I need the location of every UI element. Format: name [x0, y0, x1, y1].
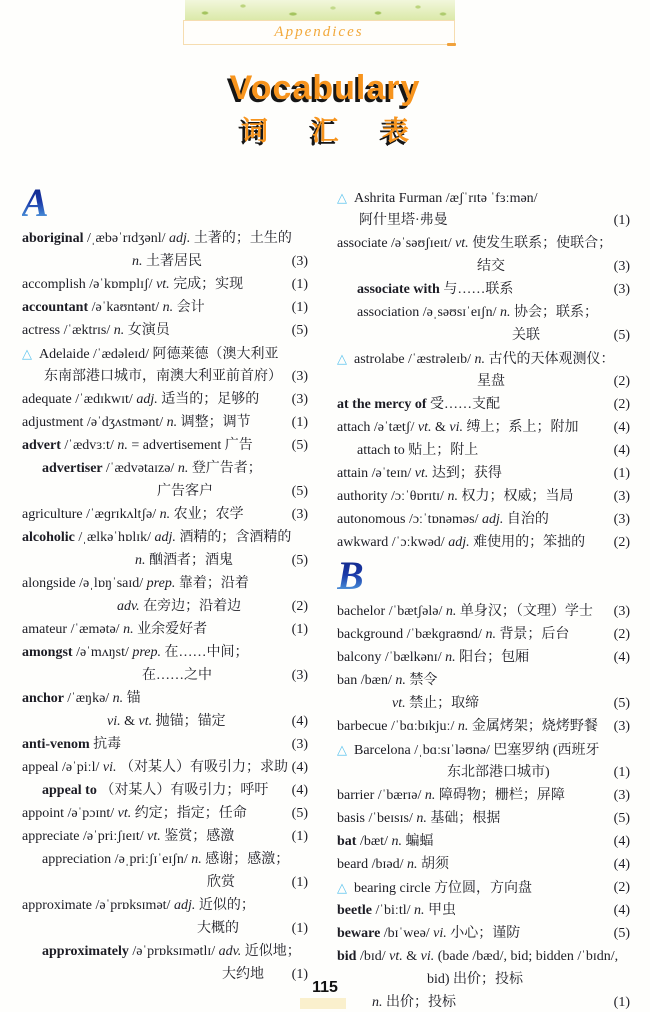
entry-line	[22, 940, 308, 963]
entry-line	[337, 439, 630, 462]
entry-text: adv. 在旁边；沿着边	[117, 599, 242, 614]
entry-line	[337, 738, 630, 761]
entry-line	[22, 549, 308, 572]
unit-number: (1)	[611, 209, 630, 232]
entry-text: appeal /əˈpiːl/ vi. （对某人）有吸引力；求助	[22, 760, 288, 775]
entry-text: accountant /əˈkaʊntənt/ n. 会计	[22, 300, 205, 315]
unit-number: (2)	[611, 531, 630, 554]
entry-text: advertiser /ˈædvətaɪzə/ n. 登广告者；	[42, 461, 262, 476]
entry-text: anti-venom 抗毒	[22, 737, 122, 752]
entry-text: appreciate /əˈpriːʃɪeɪt/ vt. 鉴赏；感激	[22, 829, 235, 844]
entry-text: △ Ashrita Furman /æʃˈrɪtə ˈfɜːmən/	[337, 190, 538, 206]
entry-text: bat /bæt/ n. 蝙蝠	[337, 834, 434, 849]
unit-number: (5)	[289, 434, 308, 457]
entry-line	[22, 779, 308, 802]
entry-text: n. 出价；投标	[372, 995, 456, 1010]
entry-line	[22, 917, 308, 940]
unit-number: (2)	[611, 876, 630, 899]
unit-number: (4)	[611, 830, 630, 853]
triangle-icon: △	[337, 742, 347, 757]
entry-line	[22, 687, 308, 710]
entry-line	[337, 393, 630, 416]
entry-text: vi. & vt. 抛锚；锚定	[107, 714, 226, 729]
unit-number: (5)	[611, 692, 630, 715]
unit-number: (4)	[289, 710, 308, 733]
entry-line	[22, 342, 308, 365]
entry-text: △ astrolabe /ˈæstrəleɪb/ n. 古代的天体观测仪：	[337, 351, 615, 367]
entry-line	[337, 301, 630, 324]
entry-text: bid) 出价；投标	[427, 972, 524, 987]
entry-line	[337, 876, 630, 899]
entry-line	[337, 186, 630, 209]
entry-line	[337, 853, 630, 876]
entry-line	[337, 255, 630, 278]
entry-text: alongside /əˌlɒŋˈsaɪd/ prep. 靠着；沿着	[22, 576, 249, 591]
entry-line	[337, 899, 630, 922]
unit-number: (1)	[289, 917, 308, 940]
entry-text: △ bearing circle 方位圆，方向盘	[337, 880, 533, 896]
vocab-column-left	[22, 181, 308, 986]
triangle-icon: △	[22, 346, 32, 361]
entry-line	[337, 508, 630, 531]
entry-line	[337, 531, 630, 554]
entry-line	[22, 250, 308, 273]
entry-text: appoint /əˈpɔɪnt/ vt. 约定；指定；任命	[22, 806, 247, 821]
entry-line	[22, 434, 308, 457]
entry-text: awkward /ˈɔːkwəd/ adj. 难使用的；笨拙的	[337, 535, 586, 550]
entry-text: 结交	[477, 259, 505, 274]
entry-line	[22, 802, 308, 825]
unit-number: (1)	[289, 411, 308, 434]
unit-number: (3)	[611, 715, 630, 738]
section-letter-A: A	[22, 181, 72, 227]
entry-text: association /əˌsəʊsɪˈeɪʃn/ n. 协会；联系；	[357, 305, 598, 320]
entry-line	[22, 526, 308, 549]
entry-text: 东北部港口城市)	[447, 765, 550, 780]
entry-line	[22, 871, 308, 894]
entry-text: vt. 禁止；取缔	[392, 696, 480, 711]
entry-text: △ Barcelona /ˌbɑːsɪˈləʊnə/ 巴塞罗纳 (西班牙	[337, 742, 600, 758]
entry-line	[337, 830, 630, 853]
entry-text: △ Adelaide /ˈædəleɪd/ 阿德莱德（澳大利亚	[22, 346, 279, 362]
unit-number: (5)	[611, 807, 630, 830]
entry-text: amongst /əˈmʌŋst/ prep. 在……中间；	[22, 645, 249, 660]
entry-line	[337, 347, 630, 370]
entry-text: n. 酗酒者；酒鬼	[135, 553, 233, 568]
unit-number: (1)	[611, 462, 630, 485]
entry-line	[22, 457, 308, 480]
entry-line	[22, 503, 308, 526]
entry-line	[337, 922, 630, 945]
triangle-icon: △	[337, 190, 347, 205]
entry-text: bachelor /ˈbætʃələ/ n. 单身汉；（文理）学士	[337, 604, 593, 619]
entry-line	[337, 623, 630, 646]
entry-text: authority /ɔːˈθɒrɪtɪ/ n. 权力；权威；当局	[337, 489, 574, 504]
entry-line	[22, 227, 308, 250]
entry-text: 阿什里塔·弗曼	[359, 213, 448, 228]
entry-text: 广告客户	[157, 484, 213, 499]
entry-text: adjustment /əˈdʒʌstmənt/ n. 调整；调节	[22, 415, 251, 430]
entry-text: associate /əˈsəʊʃɪeɪt/ vt. 使发生联系；使联合；	[337, 236, 613, 251]
entry-text: balcony /ˈbælkənɪ/ n. 阳台；包厢	[337, 650, 530, 665]
entry-line	[337, 600, 630, 623]
entry-line	[337, 370, 630, 393]
unit-number: (4)	[289, 756, 308, 779]
entry-line	[337, 416, 630, 439]
appendices-label: Appendices	[183, 20, 455, 45]
page-title-en: Vocabulary	[229, 69, 421, 107]
unit-number: (3)	[289, 733, 308, 756]
entry-text: 大约地	[222, 967, 264, 982]
entry-line	[22, 618, 308, 641]
unit-number: (3)	[611, 508, 630, 531]
unit-number: (1)	[289, 825, 308, 848]
unit-number: (2)	[611, 370, 630, 393]
entry-text: ban /bæn/ n. 禁令	[337, 673, 438, 688]
entry-line	[22, 411, 308, 434]
entry-line	[22, 710, 308, 733]
entry-text: background /ˈbækɡraʊnd/ n. 背景；后台	[337, 627, 570, 642]
entry-line	[22, 848, 308, 871]
unit-number: (3)	[611, 278, 630, 301]
unit-number: (5)	[289, 802, 308, 825]
entry-text: alcoholic /ˌælkəˈhɒlɪk/ adj. 酒精的；含酒精的	[22, 530, 292, 545]
entry-text: attach /əˈtætʃ/ vt. & vi. 缚上；系上；附加	[337, 420, 579, 435]
unit-number: (3)	[289, 664, 308, 687]
unit-number: (3)	[289, 388, 308, 411]
entry-text: bid /bɪd/ vt. & vi. (bade /bæd/, bid; bidden /ˈbɪdn/,	[337, 949, 619, 964]
entry-text: attach to 贴上；附上	[357, 443, 479, 458]
unit-number: (3)	[611, 255, 630, 278]
unit-number: (1)	[289, 871, 308, 894]
entry-line	[337, 462, 630, 485]
unit-number: (5)	[611, 922, 630, 945]
triangle-icon: △	[337, 880, 347, 895]
entry-line	[22, 388, 308, 411]
unit-number: (3)	[611, 600, 630, 623]
unit-number: (4)	[611, 439, 630, 462]
entry-text: 欣赏	[207, 875, 235, 890]
unit-number: (1)	[289, 618, 308, 641]
entry-line	[337, 945, 630, 968]
page-title-zh: 词 汇 表	[240, 116, 427, 146]
entry-line	[337, 324, 630, 347]
unit-number: (4)	[611, 646, 630, 669]
entry-line	[22, 365, 308, 388]
entry-text: basis /ˈbeɪsɪs/ n. 基础；根据	[337, 811, 501, 826]
unit-number: (1)	[289, 296, 308, 319]
entry-line	[22, 273, 308, 296]
entry-line	[337, 485, 630, 508]
entry-line	[22, 825, 308, 848]
entry-text: attain /əˈteɪn/ vt. 达到；获得	[337, 466, 502, 481]
entry-text: 大概的	[197, 921, 239, 936]
entry-line	[22, 894, 308, 917]
unit-number: (1)	[611, 761, 630, 784]
entry-line	[22, 733, 308, 756]
header-underline-mark	[447, 43, 456, 46]
entry-line	[22, 480, 308, 503]
vocab-column-right	[337, 186, 630, 1012]
entry-text: advert /ˈædvɜːt/ n. = advertisement 广告	[22, 438, 253, 453]
unit-number: (3)	[289, 250, 308, 273]
entry-line	[22, 319, 308, 342]
unit-number: (4)	[611, 853, 630, 876]
entry-text: actress /ˈæktrɪs/ n. 女演员	[22, 323, 170, 338]
entry-line	[22, 756, 308, 779]
unit-number: (2)	[611, 623, 630, 646]
entry-text: beard /bɪəd/ n. 胡须	[337, 857, 449, 872]
entry-text: n. 土著居民	[132, 254, 202, 269]
unit-number: (3)	[611, 784, 630, 807]
entry-line	[337, 715, 630, 738]
unit-number: (1)	[289, 963, 308, 986]
unit-number: (4)	[611, 899, 630, 922]
entry-text: beetle /ˈbiːtl/ n. 甲虫	[337, 903, 456, 918]
entry-text: 关联	[512, 328, 540, 343]
unit-number: (5)	[611, 324, 630, 347]
entry-text: aboriginal /ˌæbəˈrɪdʒənl/ adj. 土著的；土生的	[22, 231, 292, 246]
entry-line	[337, 761, 630, 784]
entry-text: agriculture /ˈæɡrɪkʌltʃə/ n. 农业；农学	[22, 507, 244, 522]
entry-text: approximate /əˈprɒksɪmət/ adj. 近似的；	[22, 898, 255, 913]
entry-line	[22, 296, 308, 319]
entry-text: accomplish /əˈkɒmplɪʃ/ vt. 完成；实现	[22, 277, 244, 292]
unit-number: (5)	[289, 480, 308, 503]
unit-number: (2)	[611, 393, 630, 416]
entry-line	[22, 664, 308, 687]
entry-text: approximately /əˈprɒksɪmətlɪ/ adv. 近似地；	[42, 944, 301, 959]
unit-number: (4)	[611, 416, 630, 439]
entry-line	[337, 692, 630, 715]
page-number: 115	[312, 979, 338, 996]
unit-number: (3)	[289, 365, 308, 388]
unit-number: (4)	[289, 779, 308, 802]
entry-text: anchor /ˈæŋkə/ n. 锚	[22, 691, 141, 706]
entry-line	[337, 278, 630, 301]
unit-number: (5)	[289, 549, 308, 572]
entry-line	[337, 669, 630, 692]
entry-text: adequate /ˈædɪkwɪt/ adj. 适当的；足够的	[22, 392, 260, 407]
unit-number: (1)	[289, 273, 308, 296]
entry-line	[337, 784, 630, 807]
entry-text: beware /bɪˈweə/ vi. 小心；谨防	[337, 926, 521, 941]
page-number-tab	[300, 998, 346, 1009]
entry-text: 在……之中	[142, 668, 212, 683]
unit-number: (5)	[289, 319, 308, 342]
unit-number: (3)	[289, 503, 308, 526]
entry-text: appreciation /əˌpriːʃɪˈeɪʃn/ n. 感谢；感激；	[42, 852, 290, 867]
section-letter-B: B	[337, 554, 387, 600]
entry-text: amateur /ˈæmətə/ n. 业余爱好者	[22, 622, 208, 637]
unit-number: (3)	[611, 485, 630, 508]
entry-text: barbecue /ˈbɑːbɪkjuː/ n. 金属烤架；烧烤野餐	[337, 719, 598, 734]
header-photo-band	[185, 0, 455, 20]
entry-line	[22, 595, 308, 618]
entry-text: 东南部港口城市，南澳大利亚前首府）	[44, 369, 282, 384]
entry-text: 星盘	[477, 374, 505, 389]
entry-text: autonomous /ɔːˈtɒnəməs/ adj. 自治的	[337, 512, 549, 527]
unit-number: (1)	[611, 991, 630, 1012]
entry-text: associate with 与……联系	[357, 282, 514, 297]
entry-line	[337, 232, 630, 255]
entry-line	[337, 807, 630, 830]
entry-line	[22, 572, 308, 595]
entry-line	[337, 209, 630, 232]
entry-line	[22, 641, 308, 664]
entry-text: appeal to （对某人）有吸引力；呼吁	[42, 783, 269, 798]
entry-text: at the mercy of 受……支配	[337, 397, 501, 412]
triangle-icon: △	[337, 351, 347, 366]
unit-number: (2)	[289, 595, 308, 618]
entry-line	[337, 646, 630, 669]
entry-text: barrier /ˈbærɪə/ n. 障碍物；栅栏；屏障	[337, 788, 565, 803]
